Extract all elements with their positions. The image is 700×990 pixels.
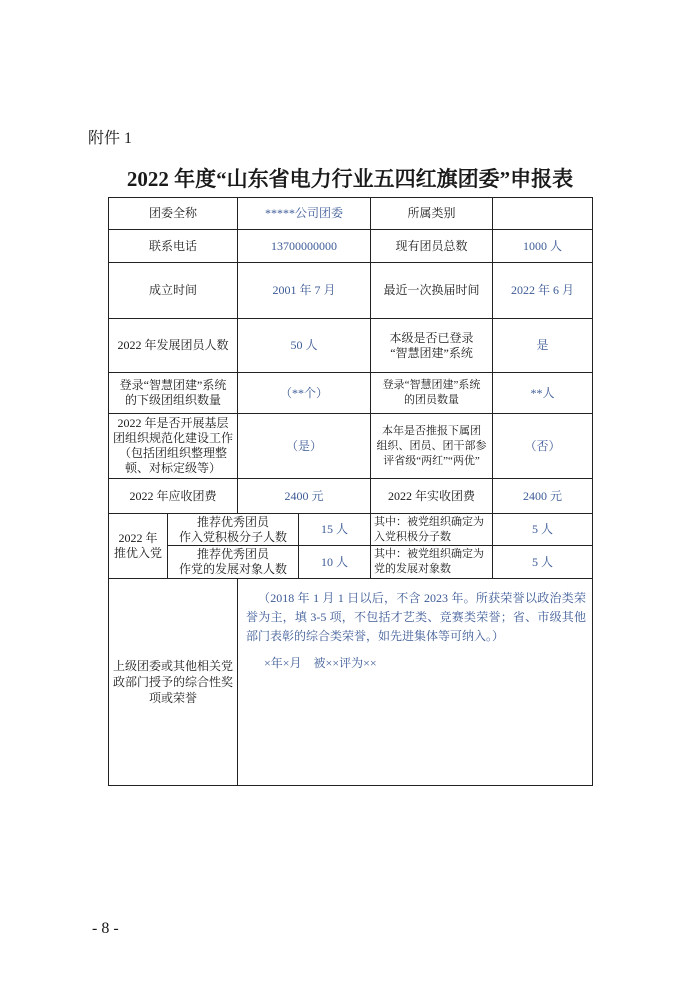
- form-title: 2022 年度“山东省电力行业五四红旗团委”申报表: [126, 167, 574, 191]
- development-confirmed-value: 5 人: [493, 546, 593, 579]
- founded-label: 成立时间: [109, 263, 238, 319]
- development-confirmed-label: 其中：被党组织确定为 党的发展对象数: [371, 546, 493, 579]
- form-row-party-activists: [109, 514, 593, 546]
- standardization-label: 2022 年是否开展基层 团组织规范化建设工作 （包括团组织整理整 顿、对标定级等）: [109, 414, 238, 479]
- honors-instruction-note: （2018 年 1 月 1 日以后，不含 2023 年。所获荣誉以政治类荣誉为主，填 3-5 项，不包括才艺类、竞赛类荣誉；省、市级其他部门表彰的综合类荣誉，如先进集体等可纳入。）: [246, 591, 587, 643]
- form-row-org-name: [109, 198, 593, 230]
- form-row-founded: [109, 263, 593, 319]
- phone-value: 13700000000: [238, 230, 371, 263]
- registered-members-value: **人: [493, 373, 593, 414]
- form-row-party-development: [109, 546, 593, 579]
- smart-registered-label: 本级是否已登录 “智慧团建”系统: [371, 319, 493, 373]
- fee-paid-value: 2400 元: [493, 479, 593, 514]
- form-row-smart-system: [109, 373, 593, 414]
- activist-recommend-value: 15 人: [299, 514, 371, 546]
- development-recommend-value: 10 人: [299, 546, 371, 579]
- honors-label: 上级团委或其他相关党 政部门授予的综合性奖 项或荣誉: [109, 579, 238, 786]
- activist-recommend-label: 推荐优秀团员 作入党积极分子人数: [168, 514, 299, 546]
- category-label: 所属类别: [371, 198, 493, 230]
- honors-example-entry: ×年×月 被××评为××: [264, 656, 377, 670]
- org-name-value: *****公司团委: [238, 198, 371, 230]
- form-row-fees: [109, 479, 593, 514]
- activist-confirmed-label: 其中：被党组织确定为 入党积极分子数: [371, 514, 493, 546]
- activist-confirmed-value: 5 人: [493, 514, 593, 546]
- founded-value: 2001 年 7 月: [238, 263, 371, 319]
- smart-registered-value: 是: [493, 319, 593, 373]
- new-members-label: 2022 年发展团员人数: [109, 319, 238, 373]
- attachment-label: 附件 1: [88, 130, 133, 147]
- category-value: [493, 198, 593, 230]
- last-election-value: 2022 年 6 月: [493, 263, 593, 319]
- sub-org-count-value: （**个）: [238, 373, 371, 414]
- phone-label: 联系电话: [109, 230, 238, 263]
- member-total-label: 现有团员总数: [371, 230, 493, 263]
- form-row-honors: [109, 579, 593, 786]
- member-total-value: 1000 人: [493, 230, 593, 263]
- honors-content: [238, 579, 593, 786]
- registered-members-label: 登录“智慧团建”系统 的团员数量: [371, 373, 493, 414]
- form-row-standardization: [109, 414, 593, 479]
- standardization-value: （是）: [238, 414, 371, 479]
- new-members-value: 50 人: [238, 319, 371, 373]
- page-number: - 8 -: [92, 920, 119, 937]
- fee-due-label: 2022 年应收团费: [109, 479, 238, 514]
- org-name-label: 团委全称: [109, 198, 238, 230]
- development-recommend-label: 推荐优秀团员 作党的发展对象人数: [168, 546, 299, 579]
- sub-org-count-label: 登录“智慧团建”系统 的下级团组织数量: [109, 373, 238, 414]
- party-recommend-group-label: 2022 年 推优入党: [109, 514, 168, 579]
- last-election-label: 最近一次换届时间: [371, 263, 493, 319]
- fee-due-value: 2400 元: [238, 479, 371, 514]
- form-row-phone: [109, 230, 593, 263]
- form-row-new-members: [109, 319, 593, 373]
- fee-paid-label: 2022 年实收团费: [371, 479, 493, 514]
- nominated-label: 本年是否推报下属团 组织、团员、团干部参 评省级“两红”“两优”: [371, 414, 493, 479]
- nominated-value: （否）: [493, 414, 593, 479]
- application-form-table: [108, 197, 593, 786]
